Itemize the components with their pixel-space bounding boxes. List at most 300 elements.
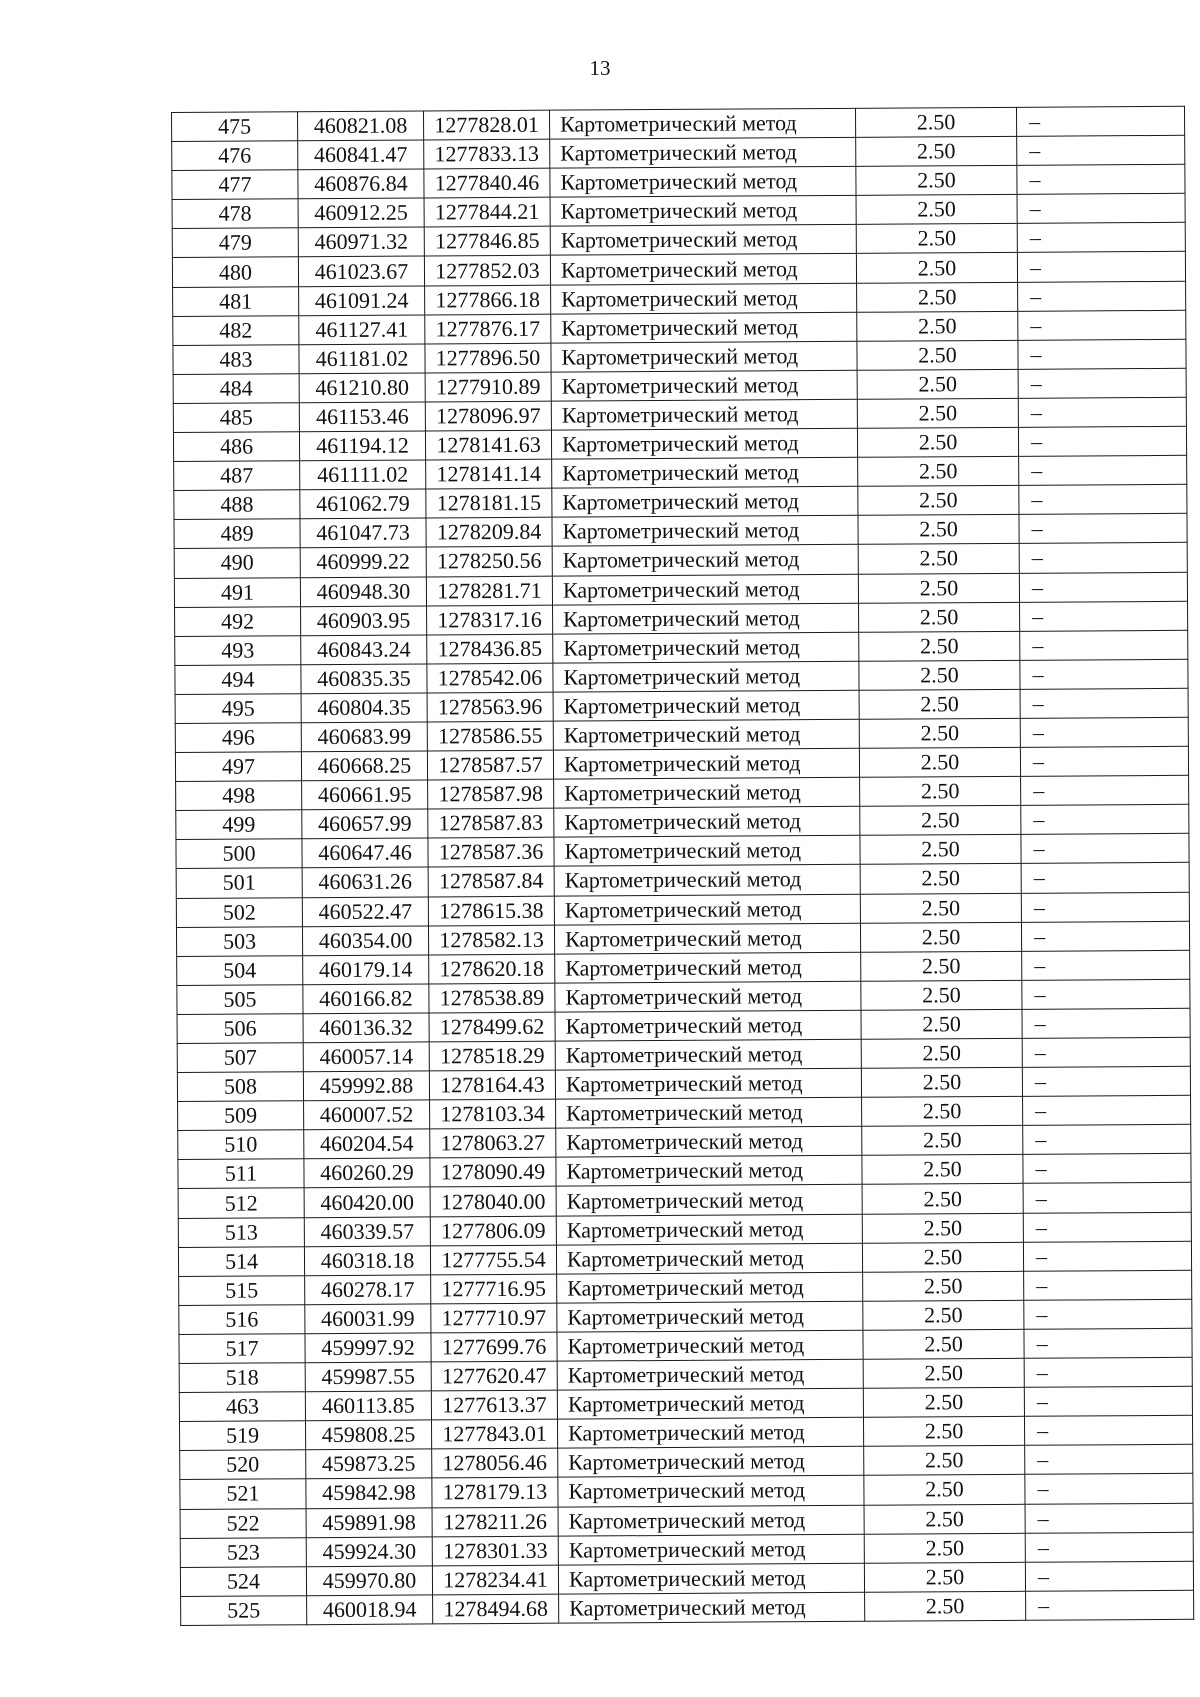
accuracy-cell: 2.50: [857, 398, 1018, 428]
description-cell: –: [1023, 1183, 1191, 1213]
description-cell: –: [1025, 1503, 1193, 1533]
point-number-cell: 514: [178, 1246, 304, 1276]
accuracy-cell: 2.50: [862, 1242, 1023, 1272]
point-number-cell: 496: [175, 723, 301, 753]
description-cell: –: [1023, 1154, 1191, 1184]
method-cell: Картометрический метод: [558, 1563, 864, 1594]
accuracy-cell: 2.50: [862, 1097, 1023, 1127]
accuracy-cell: 2.50: [863, 1329, 1024, 1359]
point-number-cell: 476: [172, 141, 298, 171]
coordinate-x-cell: 460841.47: [298, 140, 424, 170]
coordinate-x-cell: 459987.55: [305, 1362, 431, 1392]
coordinate-y-cell: 1278587.36: [428, 838, 554, 868]
method-cell: Картометрический метод: [550, 167, 856, 198]
point-number-cell: 516: [179, 1305, 305, 1335]
accuracy-cell: 2.50: [864, 1533, 1025, 1563]
coordinate-y-cell: 1278234.41: [432, 1565, 558, 1595]
description-cell: –: [1021, 834, 1189, 864]
coordinate-y-cell: 1277846.85: [424, 227, 550, 257]
method-cell: Картометрический метод: [557, 1301, 863, 1332]
coordinate-y-cell: 1278301.33: [432, 1536, 558, 1566]
coordinate-y-cell: 1278281.71: [426, 576, 552, 606]
accuracy-cell: 2.50: [860, 864, 1021, 894]
coordinate-x-cell: 459924.30: [306, 1537, 432, 1567]
point-number-cell: 520: [180, 1450, 306, 1480]
coordinate-x-cell: 460260.29: [304, 1158, 430, 1188]
method-cell: Картометрический метод: [551, 312, 857, 343]
accuracy-cell: 2.50: [859, 747, 1020, 777]
description-cell: –: [1019, 455, 1187, 485]
description-cell: –: [1024, 1386, 1192, 1416]
coordinate-y-cell: 1277806.09: [430, 1216, 556, 1246]
method-cell: Картометрический метод: [556, 1185, 862, 1216]
coordinate-x-cell: 460835.35: [301, 664, 427, 694]
description-cell: –: [1017, 223, 1185, 253]
accuracy-cell: 2.50: [863, 1417, 1024, 1447]
point-number-cell: 503: [176, 926, 302, 956]
description-cell: –: [1025, 1474, 1193, 1504]
method-cell: Картометрический метод: [552, 516, 858, 547]
accuracy-cell: 2.50: [858, 486, 1019, 516]
point-number-cell: 481: [173, 286, 299, 316]
point-number-cell: 482: [173, 315, 299, 345]
description-cell: –: [1019, 485, 1187, 515]
coordinate-y-cell: 1277843.01: [431, 1419, 557, 1449]
accuracy-cell: 2.50: [857, 340, 1018, 370]
description-cell: –: [1017, 135, 1185, 165]
description-cell: –: [1024, 1416, 1192, 1446]
coordinate-x-cell: 460136.32: [303, 1013, 429, 1043]
coordinate-y-cell: 1278436.85: [427, 634, 553, 664]
accuracy-cell: 2.50: [863, 1300, 1024, 1330]
accuracy-cell: 2.50: [858, 456, 1019, 486]
coordinate-y-cell: 1278211.26: [432, 1507, 558, 1537]
coordinate-y-cell: 1278587.98: [428, 779, 554, 809]
accuracy-cell: 2.50: [857, 282, 1018, 312]
method-cell: Картометрический метод: [554, 836, 860, 867]
coordinate-y-cell: 1278620.18: [429, 954, 555, 984]
point-number-cell: 495: [175, 694, 301, 724]
coordinate-x-cell: 460278.17: [305, 1275, 431, 1305]
point-number-cell: 523: [180, 1537, 306, 1567]
accuracy-cell: 2.50: [861, 1067, 1022, 1097]
method-cell: Картометрический метод: [554, 923, 860, 954]
coordinate-x-cell: 460876.84: [298, 169, 424, 199]
coordinate-x-cell: 460166.82: [303, 984, 429, 1014]
coordinates-table-body: [172, 106, 1194, 1625]
description-cell: –: [1016, 106, 1184, 136]
coordinate-x-cell: 460657.99: [302, 809, 428, 839]
point-number-cell: 494: [175, 664, 301, 694]
method-cell: Картометрический метод: [558, 1476, 864, 1507]
description-cell: –: [1023, 1095, 1191, 1125]
accuracy-cell: 2.50: [861, 1038, 1022, 1068]
description-cell: –: [1022, 979, 1190, 1009]
point-number-cell: 498: [176, 781, 302, 811]
description-cell: –: [1018, 397, 1186, 427]
point-number-cell: 508: [177, 1072, 303, 1102]
point-number-cell: 486: [173, 432, 299, 462]
method-cell: Картометрический метод: [556, 1156, 862, 1187]
coordinate-x-cell: 459873.25: [306, 1449, 432, 1479]
method-cell: Картометрический метод: [556, 1097, 862, 1128]
method-cell: Картометрический метод: [557, 1388, 863, 1419]
coordinate-x-cell: 460668.25: [301, 751, 427, 781]
coordinate-x-cell: 460631.26: [302, 867, 428, 897]
method-cell: Картометрический метод: [551, 399, 857, 430]
method-cell: Картометрический метод: [550, 137, 856, 168]
point-number-cell: 519: [180, 1421, 306, 1451]
accuracy-cell: 2.50: [858, 515, 1019, 545]
coordinate-x-cell: 460843.24: [301, 635, 427, 665]
accuracy-cell: 2.50: [865, 1591, 1026, 1621]
coordinate-y-cell: 1278181.15: [426, 488, 552, 518]
description-cell: –: [1024, 1328, 1192, 1358]
accuracy-cell: 2.50: [855, 107, 1016, 137]
point-number-cell: 500: [176, 839, 302, 869]
point-number-cell: 490: [174, 548, 300, 578]
point-number-cell: 513: [178, 1217, 304, 1247]
description-cell: –: [1022, 950, 1190, 980]
method-cell: Картометрический метод: [553, 603, 859, 634]
description-cell: –: [1017, 164, 1185, 194]
method-cell: Картометрический метод: [558, 1447, 864, 1478]
coordinate-y-cell: 1278587.84: [428, 867, 554, 897]
coordinate-x-cell: 459997.92: [305, 1333, 431, 1363]
coordinate-y-cell: 1278090.49: [430, 1158, 556, 1188]
point-number-cell: 493: [175, 635, 301, 665]
point-number-cell: 517: [179, 1334, 305, 1364]
accuracy-cell: 2.50: [856, 166, 1017, 196]
accuracy-cell: 2.50: [859, 602, 1020, 632]
coordinate-y-cell: 1278250.56: [426, 547, 552, 577]
method-cell: Картометрический метод: [552, 545, 858, 576]
accuracy-cell: 2.50: [860, 835, 1021, 865]
coordinate-y-cell: 1277620.47: [431, 1361, 557, 1391]
accuracy-cell: 2.50: [857, 311, 1018, 341]
coordinate-y-cell: 1278542.06: [427, 663, 553, 693]
coordinate-y-cell: 1277910.89: [425, 372, 551, 402]
description-cell: –: [1020, 659, 1188, 689]
point-number-cell: 477: [172, 170, 298, 200]
accuracy-cell: 2.50: [861, 951, 1022, 981]
method-cell: Картометрический метод: [551, 428, 857, 459]
coordinate-y-cell: 1278586.55: [427, 721, 553, 751]
method-cell: Картометрический метод: [551, 341, 857, 372]
coordinate-x-cell: 461194.12: [299, 431, 425, 461]
description-cell: –: [1019, 514, 1187, 544]
page-number: 13: [589, 56, 611, 80]
coordinate-x-cell: 460031.99: [305, 1304, 431, 1334]
point-number-cell: 499: [176, 810, 302, 840]
point-number-cell: 487: [174, 461, 300, 491]
description-cell: –: [1024, 1357, 1192, 1387]
accuracy-cell: 2.50: [859, 718, 1020, 748]
description-cell: –: [1019, 572, 1187, 602]
accuracy-cell: 2.50: [858, 544, 1019, 574]
description-cell: –: [1023, 1241, 1191, 1271]
method-cell: Картометрический метод: [552, 487, 858, 518]
coordinate-x-cell: 459970.80: [306, 1566, 432, 1596]
point-number-cell: 502: [176, 897, 302, 927]
coordinate-y-cell: 1278103.34: [430, 1099, 556, 1129]
point-number-cell: 525: [181, 1595, 307, 1625]
coordinate-x-cell: 460113.85: [305, 1391, 431, 1421]
coordinate-x-cell: 460903.95: [301, 606, 427, 636]
coordinate-y-cell: 1278209.84: [426, 517, 552, 547]
description-cell: –: [1019, 543, 1187, 573]
method-cell: Картометрический метод: [553, 690, 859, 721]
accuracy-cell: 2.50: [864, 1504, 1025, 1534]
accuracy-cell: 2.50: [856, 253, 1017, 283]
coordinate-y-cell: 1278499.62: [429, 1012, 555, 1042]
coordinate-x-cell: 460522.47: [302, 896, 428, 926]
description-cell: –: [1021, 805, 1189, 835]
coordinate-x-cell: 460007.52: [304, 1100, 430, 1130]
method-cell: Картометрический метод: [554, 865, 860, 896]
coordinate-y-cell: 1277866.18: [425, 285, 551, 315]
description-cell: –: [1025, 1445, 1193, 1475]
coordinate-x-cell: 460821.08: [298, 111, 424, 141]
description-cell: –: [1020, 601, 1188, 631]
accuracy-cell: 2.50: [861, 1009, 1022, 1039]
accuracy-cell: 2.50: [862, 1213, 1023, 1243]
coordinate-x-cell: 460661.95: [302, 780, 428, 810]
method-cell: Картометрический метод: [557, 1330, 863, 1361]
method-cell: Картометрический метод: [555, 1039, 861, 1070]
point-number-cell: 479: [172, 228, 298, 258]
accuracy-cell: 2.50: [856, 195, 1017, 225]
description-cell: –: [1017, 252, 1185, 282]
coordinate-y-cell: 1277828.01: [423, 110, 549, 140]
accuracy-cell: 2.50: [859, 689, 1020, 719]
coordinate-x-cell: 460912.25: [298, 198, 424, 228]
point-number-cell: 507: [177, 1043, 303, 1073]
coordinate-x-cell: 460948.30: [300, 576, 426, 606]
coordinate-y-cell: 1278141.14: [426, 459, 552, 489]
coordinate-x-cell: 461111.02: [300, 460, 426, 490]
coordinate-y-cell: 1277710.97: [431, 1303, 557, 1333]
coordinate-y-cell: 1277852.03: [424, 256, 550, 286]
table-row: [181, 1590, 1194, 1625]
accuracy-cell: 2.50: [859, 660, 1020, 690]
point-number-cell: 484: [173, 374, 299, 404]
method-cell: Картометрический метод: [550, 196, 856, 227]
point-number-cell: 475: [172, 112, 298, 142]
method-cell: Картометрический метод: [553, 661, 859, 692]
point-number-cell: 504: [177, 955, 303, 985]
coordinate-y-cell: 1278040.00: [430, 1187, 556, 1217]
coordinate-y-cell: 1278615.38: [428, 896, 554, 926]
point-number-cell: 480: [172, 257, 298, 287]
coordinate-y-cell: 1277840.46: [424, 168, 550, 198]
method-cell: Картометрический метод: [550, 225, 856, 256]
coordinate-y-cell: 1278518.29: [429, 1041, 555, 1071]
coordinate-y-cell: 1278582.13: [428, 925, 554, 955]
point-number-cell: 518: [179, 1363, 305, 1393]
coordinate-y-cell: 1277844.21: [424, 197, 550, 227]
accuracy-cell: 2.50: [863, 1271, 1024, 1301]
description-cell: –: [1026, 1590, 1194, 1620]
point-number-cell: 505: [177, 985, 303, 1015]
accuracy-cell: 2.50: [856, 136, 1017, 166]
method-cell: Картометрический метод: [553, 719, 859, 750]
point-number-cell: 511: [178, 1159, 304, 1189]
coordinate-x-cell: 460179.14: [303, 955, 429, 985]
accuracy-cell: 2.50: [858, 573, 1019, 603]
method-cell: Картометрический метод: [549, 108, 855, 139]
description-cell: –: [1024, 1270, 1192, 1300]
point-number-cell: 522: [180, 1508, 306, 1538]
method-cell: Картометрический метод: [551, 370, 857, 401]
accuracy-cell: 2.50: [861, 980, 1022, 1010]
point-number-cell: 497: [175, 752, 301, 782]
point-number-cell: 515: [179, 1275, 305, 1305]
coordinate-x-cell: 460057.14: [303, 1042, 429, 1072]
coordinate-x-cell: 459992.88: [303, 1071, 429, 1101]
description-cell: –: [1018, 426, 1186, 456]
point-number-cell: 510: [178, 1130, 304, 1160]
coordinate-x-cell: 461153.46: [299, 402, 425, 432]
method-cell: Картометрический метод: [557, 1272, 863, 1303]
coordinate-x-cell: 460354.00: [302, 926, 428, 956]
description-cell: –: [1022, 1037, 1190, 1067]
coordinate-y-cell: 1277699.76: [431, 1332, 557, 1362]
method-cell: Картометрический метод: [556, 1127, 862, 1158]
method-cell: Картометрический метод: [556, 1243, 862, 1274]
coordinate-x-cell: 461023.67: [298, 256, 424, 286]
description-cell: –: [1020, 688, 1188, 718]
coordinate-x-cell: 460018.94: [307, 1595, 433, 1625]
coordinate-y-cell: 1278317.16: [427, 605, 553, 635]
description-cell: –: [1023, 1212, 1191, 1242]
accuracy-cell: 2.50: [862, 1126, 1023, 1156]
coordinate-x-cell: 460971.32: [298, 227, 424, 257]
point-number-cell: 478: [172, 199, 298, 229]
method-cell: Картометрический метод: [557, 1418, 863, 1449]
description-cell: –: [1020, 717, 1188, 747]
method-cell: Картометрический метод: [556, 1214, 862, 1245]
coordinate-y-cell: 1277833.13: [424, 139, 550, 169]
coordinate-x-cell: 460318.18: [304, 1246, 430, 1276]
method-cell: Картометрический метод: [555, 981, 861, 1012]
point-number-cell: 524: [180, 1566, 306, 1596]
point-number-cell: 506: [177, 1014, 303, 1044]
accuracy-cell: 2.50: [857, 427, 1018, 457]
accuracy-cell: 2.50: [860, 893, 1021, 923]
method-cell: Картометрический метод: [553, 748, 859, 779]
method-cell: Картометрический метод: [551, 283, 857, 314]
coordinate-y-cell: 1277896.50: [425, 343, 551, 373]
accuracy-cell: 2.50: [863, 1387, 1024, 1417]
description-cell: –: [1018, 310, 1186, 340]
accuracy-cell: 2.50: [863, 1358, 1024, 1388]
coordinate-y-cell: 1278096.97: [425, 401, 551, 431]
coordinate-y-cell: 1278587.83: [428, 808, 554, 838]
point-number-cell: 509: [178, 1101, 304, 1131]
accuracy-cell: 2.50: [864, 1475, 1025, 1505]
coordinate-x-cell: 461127.41: [299, 315, 425, 345]
coordinate-y-cell: 1278179.13: [432, 1478, 558, 1508]
description-cell: –: [1025, 1532, 1193, 1562]
coordinate-x-cell: 461047.73: [300, 518, 426, 548]
coordinate-y-cell: 1278141.63: [425, 430, 551, 460]
coordinate-x-cell: 460339.57: [304, 1216, 430, 1246]
point-number-cell: 463: [179, 1392, 305, 1422]
point-number-cell: 488: [174, 490, 300, 520]
description-cell: –: [1021, 775, 1189, 805]
point-number-cell: 512: [178, 1188, 304, 1218]
accuracy-cell: 2.50: [862, 1155, 1023, 1185]
accuracy-cell: 2.50: [859, 631, 1020, 661]
coordinate-x-cell: 460804.35: [301, 693, 427, 723]
coordinate-y-cell: 1278063.27: [430, 1128, 556, 1158]
method-cell: Картометрический метод: [555, 1068, 861, 1099]
description-cell: –: [1020, 630, 1188, 660]
method-cell: Картометрический метод: [554, 777, 860, 808]
coordinate-y-cell: 1278587.57: [427, 750, 553, 780]
description-cell: –: [1017, 194, 1185, 224]
coordinate-y-cell: 1278056.46: [432, 1448, 558, 1478]
point-number-cell: 485: [173, 403, 299, 433]
description-cell: –: [1022, 1008, 1190, 1038]
coordinate-x-cell: 461091.24: [299, 286, 425, 316]
coordinate-y-cell: 1277755.54: [430, 1245, 556, 1275]
method-cell: Картометрический метод: [554, 807, 860, 838]
coordinate-y-cell: 1278538.89: [429, 983, 555, 1013]
point-number-cell: 492: [175, 606, 301, 636]
accuracy-cell: 2.50: [860, 806, 1021, 836]
method-cell: Картометрический метод: [552, 574, 858, 605]
method-cell: Картометрический метод: [550, 254, 856, 285]
method-cell: Картометрический метод: [558, 1505, 864, 1536]
coordinate-x-cell: 459891.98: [306, 1507, 432, 1537]
accuracy-cell: 2.50: [860, 922, 1021, 952]
description-cell: –: [1022, 1066, 1190, 1096]
accuracy-cell: 2.50: [864, 1446, 1025, 1476]
method-cell: Картометрический метод: [554, 894, 860, 925]
description-cell: –: [1021, 863, 1189, 893]
accuracy-cell: 2.50: [856, 224, 1017, 254]
description-cell: –: [1024, 1299, 1192, 1329]
point-number-cell: 491: [174, 577, 300, 607]
coordinate-x-cell: 460683.99: [301, 722, 427, 752]
point-number-cell: 521: [180, 1479, 306, 1509]
accuracy-cell: 2.50: [862, 1184, 1023, 1214]
coordinate-y-cell: 1278563.96: [427, 692, 553, 722]
coordinate-x-cell: 460204.54: [304, 1129, 430, 1159]
coordinate-x-cell: 459808.25: [305, 1420, 431, 1450]
coordinate-x-cell: 460999.22: [300, 547, 426, 577]
description-cell: –: [1018, 339, 1186, 369]
coordinate-x-cell: 461062.79: [300, 489, 426, 519]
point-number-cell: 483: [173, 344, 299, 374]
coordinate-y-cell: 1277613.37: [431, 1390, 557, 1420]
accuracy-cell: 2.50: [864, 1562, 1025, 1592]
coordinate-y-cell: 1277876.17: [425, 314, 551, 344]
coordinate-x-cell: 459842.98: [306, 1478, 432, 1508]
coordinate-y-cell: 1278494.68: [433, 1594, 559, 1624]
accuracy-cell: 2.50: [857, 369, 1018, 399]
method-cell: Картометрический метод: [552, 457, 858, 488]
method-cell: Картометрический метод: [558, 1534, 864, 1565]
method-cell: Картометрический метод: [555, 1010, 861, 1041]
coordinate-x-cell: 460420.00: [304, 1187, 430, 1217]
description-cell: –: [1018, 368, 1186, 398]
description-cell: –: [1018, 281, 1186, 311]
coordinate-x-cell: 461181.02: [299, 344, 425, 374]
coordinate-x-cell: 461210.80: [299, 373, 425, 403]
